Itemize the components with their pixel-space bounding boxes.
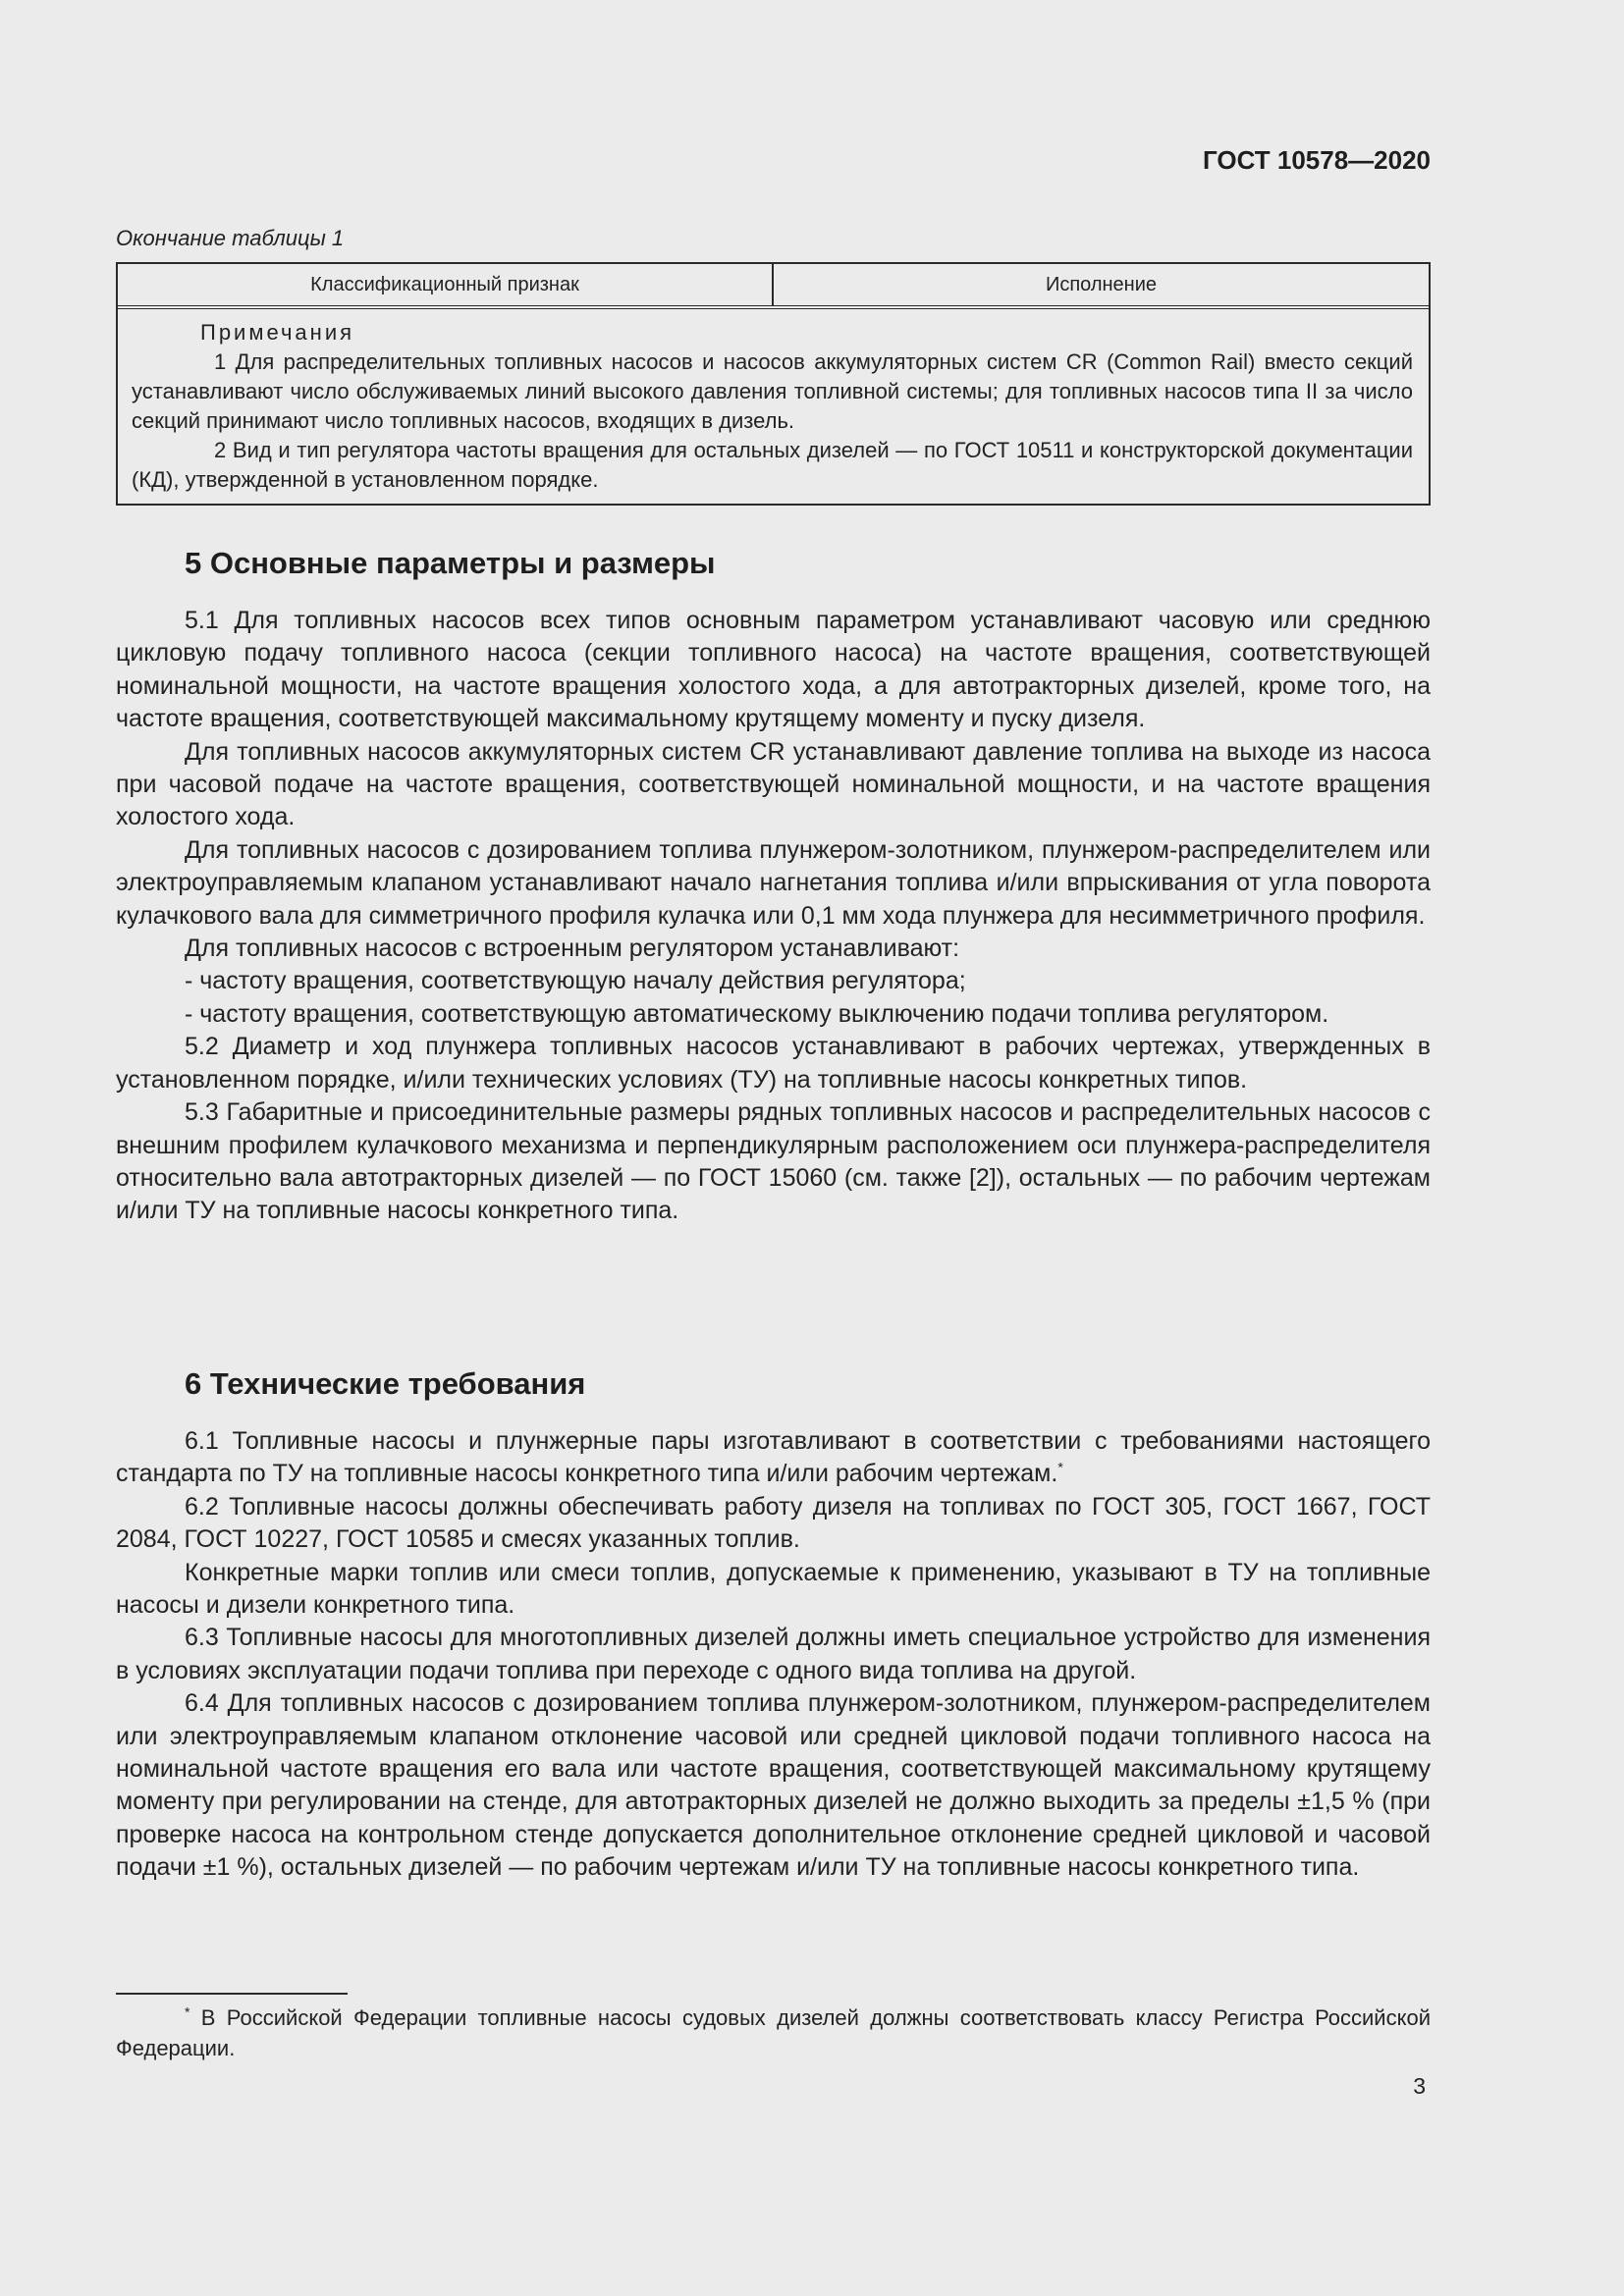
paragraph-6-1-text: 6.1 Топливные насосы и плунжерные пары изготавливают в соответствии с требованиями настоящего стандарта по ТУ на топливные насосы конкретного типа и/или рабочим чертежам. (116, 1427, 1431, 1488)
section-6-title: 6 Технические требования (185, 1366, 586, 1401)
note-1: 1 Для распределительных топливных насосов и насосов аккумуляторных систем CR (Common Rail) вместо секций устанавливают число обслуживаемых линий высокого давления топливной системы; для топливных насосов типа II за число секций принимают число топливных насосов, входящих в дизель. (132, 349, 1413, 433)
paragraph-6-2: 6.2 Топливные насосы должны обеспечивать работу дизеля на топливах по ГОСТ 305, ГОСТ 1667, ГОСТ 2084, ГОСТ 10227, ГОСТ 10585 и смесях указанных топлив. (116, 1492, 1431, 1554)
page-number: 3 (1413, 2073, 1426, 2099)
paragraph-6-4: 6.4 Для топливных насосов с дозированием топлива плунжером-золотником, плунжером-распределителем или электроуправляемым клапаном отклонение часовой или средней цикловой подачи топливного насоса на номинальной частоте вращения его вала или частоте вращения, соответствующей максимальному крутящему моменту при регулировании на стенде, для автотракторных дизелей не должно выходить за пределы ±1,5 % (при проверке насоса на контрольном стенде допускается дополнительное отклонение средней цикловой и часовой подачи ±1 %), остальных дизелей — по рабочим чертежам и/или ТУ на топливные насосы конкретного типа. (116, 1689, 1431, 1882)
list-item-regulator-cutoff: - частоту вращения, соответствующую автоматическому выключению подачи топлива регулятором. (185, 999, 1329, 1028)
section-5-title: 5 Основные параметры и размеры (185, 546, 716, 580)
footnote (116, 2002, 1431, 2063)
column-header-execution: Исполнение (1045, 273, 1158, 295)
paragraph-fuel-grades: Конкретные марки топлив или смеси топлив, допускаемые к применению, указывают в ТУ на топливные насосы и дизели конкретного типа. (116, 1558, 1431, 1620)
table-1-end (116, 262, 1431, 506)
document-page (116, 0, 1431, 2296)
section-6-body (116, 1425, 1431, 1885)
table-caption: Окончание таблицы 1 (116, 226, 345, 250)
notes-heading: Примечания (200, 320, 355, 345)
column-header-classification: Классификационный признак (118, 264, 774, 305)
footnote-text: В Российской Федерации топливные насосы судовых дизелей должны соответствовать классу Регистра Российской Федерации. (116, 2005, 1431, 2060)
table-notes (118, 309, 1429, 504)
paragraph-6-1 (116, 1425, 1431, 1491)
footnote-mark: * (185, 2003, 190, 2020)
paragraph-6-3: 6.3 Топливные насосы для многотопливных дизелей должны иметь специальное устройство для изменения в условиях эксплуатации подачи топлива при переходе с одного вида топлива на другой. (116, 1624, 1431, 1684)
standard-code: ГОСТ 10578—2020 (1203, 145, 1431, 175)
paragraph-cr-pressure: Для топливных насосов аккумуляторных систем CR устанавливают давление топлива на выходе из насоса при часовой подаче на частоте вращения, соответствующей номинальной мощности, и на частоте вращения холостого хода. (116, 737, 1431, 831)
table-header-row (118, 264, 1429, 309)
section-5-body (116, 605, 1431, 1228)
paragraph-injection-start: Для топливных насосов с дозированием топлива плунжером-золотником, плунжером-распределителем или электроуправляемым клапаном устанавливают начало нагнетания топлива и/или впрыскивания от угла поворота кулачкового вала для симметричного профиля кулачка или 0,1 мм хода плунжера для несимметричного профиля. (116, 835, 1431, 930)
note-2: 2 Вид и тип регулятора частоты вращения для остальных дизелей — по ГОСТ 10511 и конструкторской документации (КД), утвержденной в установленном порядке. (132, 438, 1413, 492)
footnote-reference: * (1057, 1460, 1063, 1476)
paragraph-5-2: 5.2 Диаметр и ход плунжера топливных насосов устанавливают в рабочих чертежах, утвержденных в установленном порядке, и/или технических условиях (ТУ) на топливные насосы конкретных типов. (116, 1033, 1431, 1094)
paragraph-5-3: 5.3 Габаритные и присоединительные размеры рядных топливных насосов и распределительных насосов с внешним профилем кулачкового механизма и перпендикулярным расположением оси плунжера-распределителя относительно вала автотракторных дизелей — по ГОСТ 15060 (см. также [2]), остальных — по рабочим чертежам и/или ТУ на топливные насосы конкретного типа. (116, 1098, 1431, 1225)
paragraph-5-1: 5.1 Для топливных насосов всех типов основным параметром устанавливают часовую или среднюю цикловую подачу топливного насоса (секции топливного насоса) на частоте вращения, соответствующей номинальной мощности, на частоте вращения холостого хода, а для автотракторных дизелей, кроме того, на частоте вращения, соответствующей максимальному крутящему моменту и пуску дизеля. (116, 607, 1431, 733)
footnote-divider (116, 1993, 348, 1995)
list-item-regulator-start: - частоту вращения, соответствующую началу действия регулятора; (185, 967, 966, 995)
paragraph-regulator-intro: Для топливных насосов с встроенным регулятором устанавливают: (185, 934, 960, 963)
